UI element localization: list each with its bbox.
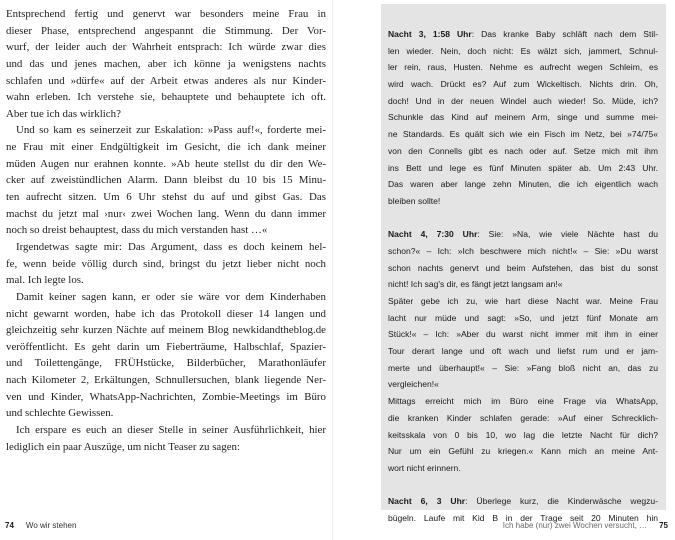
entry-line: doch! Und in der neuen Windel auch wieder! So. Müde, ich? xyxy=(388,95,658,106)
body-line: ne Frau mit einer Endgültigkeit im Gesicht, die ich dank meiner xyxy=(6,141,326,154)
entry-line: schon nachts genervt und beim Aufstehen, das bist du sonst xyxy=(388,262,658,273)
entry-line: die kranken Kinder schlafen gerade: »Auf einer Schrecklich- xyxy=(388,412,658,423)
body-line: fe, wenn beide völlig durch sind, bringst du jetzt lieber nicht noch xyxy=(6,257,326,270)
entry-line: ne Standards. Es quält sich wie ein Fisch im Netz, bei »74/75« xyxy=(388,129,658,140)
body-line: wurf, der leider auch der Wahrheit entsprach: Ich würde zwar dies xyxy=(6,41,326,54)
body-line: veröffentlicht. Es geht darin um Fieberträume, Halbschlaf, Spazier- xyxy=(6,340,326,353)
entry-first-line xyxy=(388,226,658,243)
page-number-right: 75 xyxy=(659,521,668,530)
left-body-text xyxy=(6,6,326,455)
running-head-left: Wo wir stehen xyxy=(25,521,77,530)
entry-first-text: : Sie: »Na, wie viele Nächte hast du xyxy=(477,229,658,240)
body-line: Ich erspare es euch an dieser Stelle in seiner Ausführlichkeit, hier xyxy=(16,424,326,437)
entry-line: nicht! Ich sag's dir, es fängt jetzt langsam an!« xyxy=(388,279,563,290)
entry-first-text: : Das kranke Baby schläft nach dem Stil- xyxy=(471,29,658,39)
entry-line: Tour derart lange und oft wach und liefst rum und er jam- xyxy=(388,346,658,357)
body-line: und Toilettengänge, FRÜHstücke, Bilderbücher, Marathonläufer xyxy=(6,357,326,370)
entry-line: wird wach. Drückt es? Auf zum Wickeltisch. Nichts drin. Oh, xyxy=(388,79,658,90)
body-line: machst du jetzt mal ›nur‹ zwei Wochen lang. Wenn du dann immer xyxy=(6,207,326,220)
body-line: Aber tue ich das wirklich? xyxy=(6,107,121,120)
left-page xyxy=(0,0,333,540)
body-line: Irgendetwas sagte mir: Das Argument, dass es doch keinem hel- xyxy=(16,240,326,253)
entry-line: lacht nur müde und sagt: »So, und jetzt fünf Monate am xyxy=(388,312,658,323)
body-line: müden Augen nur erahnen konnte. »Ab heute stellst du dir den We- xyxy=(6,157,326,170)
body-line: nach Kilometer 2, Erkältungen, Schnullersuchen, blank liegende Ner- xyxy=(6,374,326,387)
body-line: nicht gewarnt worden, habe ich das Protokoll dieser 14 langen und xyxy=(6,307,326,320)
protocol-sidebar-text xyxy=(388,26,658,527)
body-line: lediglich ein paar Auszüge, um nicht Teaser zu sagen: xyxy=(6,440,241,453)
entry-first-line xyxy=(388,26,658,43)
entry-line: merte und überhaupt!« – Sie: »Fang bloß nicht an, das zu xyxy=(388,362,658,373)
entry-label: Nacht 6, 3 Uhr xyxy=(388,496,466,507)
entry-line: wort nicht erinnern. xyxy=(388,462,461,473)
entry-line: Mittags erreicht mich im Büro eine Frage via WhatsApp, xyxy=(388,396,658,407)
body-line: cker auf zweistündlichen Alarm. Dann bleibst du 10 bis 15 Minu- xyxy=(6,174,326,187)
entry-label: Nacht 4, 7:30 Uhr xyxy=(388,229,478,240)
body-line: ven und Kinder, WhatsApp-Nachrichten, Zombie-Meetings im Büro xyxy=(6,390,326,403)
entry-label: Nacht 3, 1:58 Uhr xyxy=(388,29,472,39)
body-line: dieser Phase, entsprechend angespannt die Stimmung. Der Vor- xyxy=(6,24,326,37)
entry-line: schon?« – Ich: »Ich beschwere mich nicht!« – Sie: »Du warst xyxy=(388,245,658,256)
body-line: schlafen und »dürfe« auf der Arbeit etwas anderes als nur Kinder- xyxy=(6,74,326,87)
entry-line: von den Connells gibt es nach oder auf. Setze mich mit ihm xyxy=(388,145,658,156)
entry-line: ins Bett und lege es fünf Minuten später ab. Um 2:43 Uhr. xyxy=(388,162,658,173)
page-number-left: 74 xyxy=(5,521,14,530)
entry-line: bleiben sollte! xyxy=(388,195,441,206)
body-line: gleichzeitig sehr kurzen Nächte auf meinem Blog newkidandtheblog.de xyxy=(6,324,326,337)
entry-line: keitsskala von 0 bis 10, wo lag die letzte Nacht für dich? xyxy=(388,429,658,440)
entry-line: vergleichen!« xyxy=(388,379,439,390)
entry-line: Schunkle das Kind auf meinem Arm, singe und summe mei- xyxy=(388,112,658,123)
entry-gap xyxy=(388,210,658,227)
body-line: mal. Ich legte los. xyxy=(6,274,84,287)
entry-first-line xyxy=(388,493,658,510)
entry-line: Nur um ein Gefühl zu kriegen.« Kann mich an meine Ant- xyxy=(388,446,658,457)
entry-line: bügeln. Laufe mit Kid B in der Trage seit 20 Minuten hin xyxy=(388,512,658,523)
entry-line: Das waren aber lange zehn Minuten, die ich eigentlich wach xyxy=(388,179,658,190)
body-line: wahn erleben. Ich verstehe sie, behauptete und behauptete ich oft. xyxy=(6,91,326,104)
body-line: ten aufrecht sitzen. Um 6 Uhr stehst du auf und gibst Gas. Das xyxy=(6,191,326,204)
body-line: Entsprechend fertig und genervt war besonders meine Frau in xyxy=(6,8,326,20)
body-line: Und so kam es seinerzeit zur Eskalation: »Pass auf!«, forderte mei- xyxy=(16,124,326,137)
body-line: Damit keiner sagen kann, er oder sie wäre vor dem Kinderhaben xyxy=(16,290,326,303)
body-line: und schlechte Gewissen. xyxy=(6,407,114,420)
entry-line: Später gebe ich zu, wie hart diese Nacht war. Meine Frau xyxy=(388,296,658,306)
entry-gap xyxy=(388,477,658,494)
running-head-right: Ich habe (nur) zwei Wochen versucht, … xyxy=(502,521,648,530)
left-folio xyxy=(5,521,76,530)
entry-line: Stück!« – Ich: »Aber du warst nicht immer mit ihm in einer xyxy=(388,329,658,340)
entry-line: ler rein, raus, Husten. Nehme es aufrecht wegen Schleim, es xyxy=(388,62,658,73)
entry-line: len wieder. Nein, doch nicht: Es wälzt sich, jammert, Schnul- xyxy=(388,45,658,56)
body-line: noch so dreist behauptest, dass du mich verstanden hast …« xyxy=(6,224,268,237)
body-line: und das und jenes machen, aber ich könne ja wenigstens nachts xyxy=(6,57,326,70)
entry-first-text: : Überlege kurz, die Kinderwäsche wegzu- xyxy=(465,496,658,507)
